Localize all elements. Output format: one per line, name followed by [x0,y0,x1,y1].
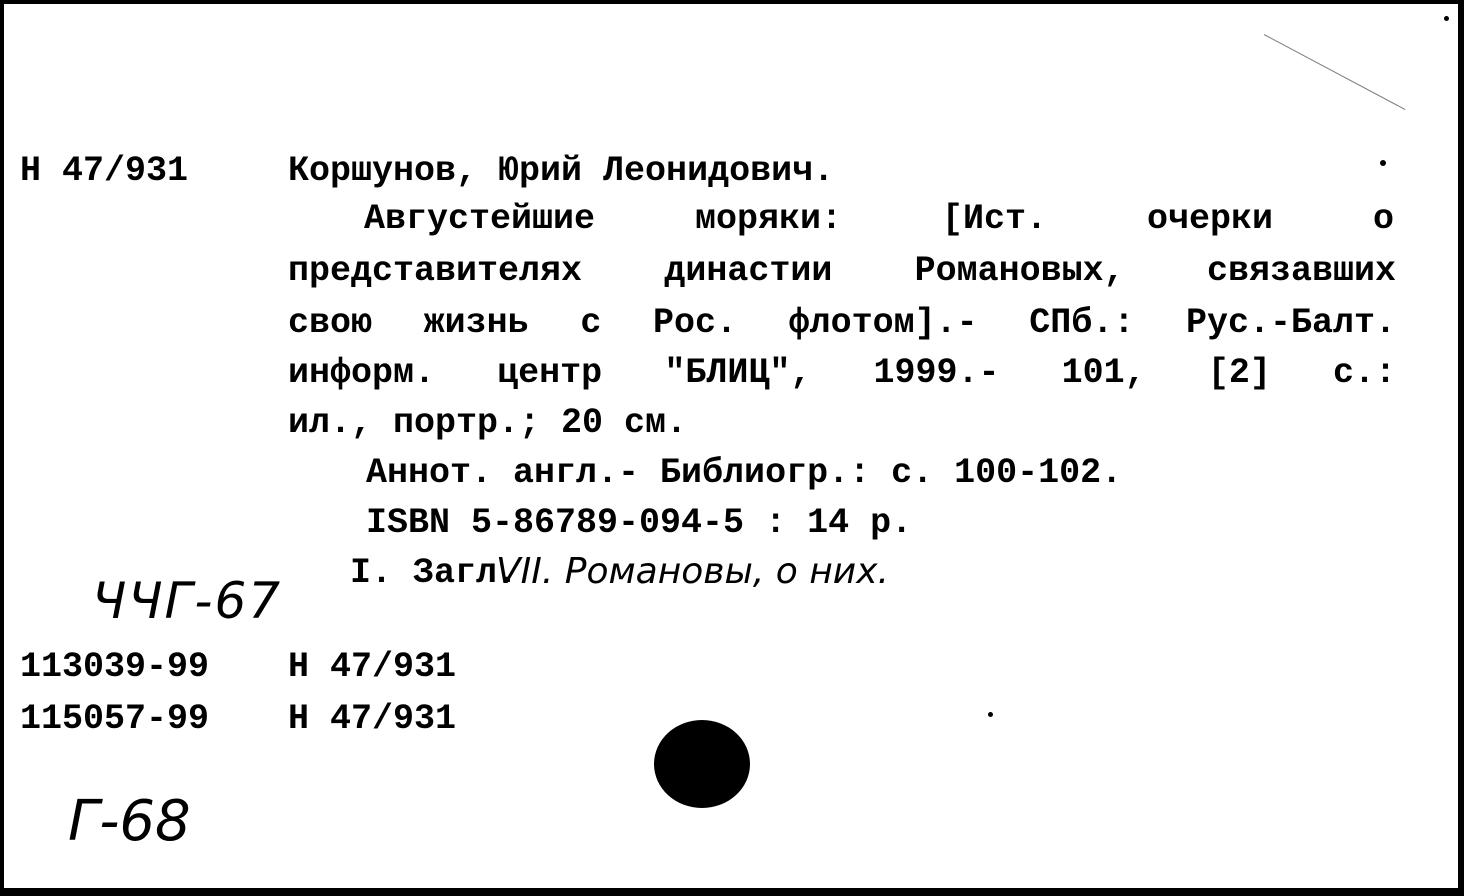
scan-artifact-line [1264,34,1406,110]
tracing-subject-handwritten: VII. Романовы, о них. [496,551,889,592]
description-line-5: ил., портр.; 20 см. [288,403,688,443]
annotation-note: Аннот. англ.- Библиогр.: с. 100-102. [366,453,1123,493]
copy-call-number-2: Н 47/931 [288,699,457,739]
scan-speck [988,712,993,717]
isbn-price: ISBN 5-86789-094-5 : 14 р. [366,503,913,543]
copy-inventory-1: 113039-99 [20,647,210,687]
description-line-3: свою жизнь с Рос. флотом].- СПб.: Рус.-Балт. [288,303,1396,343]
copy-inventory-2: 115057-99 [20,699,210,739]
tracing-title: I. Загл. [350,553,519,593]
call-number: Н 47/931 [20,151,189,191]
copy-call-number-1: Н 47/931 [288,647,457,687]
catalog-card [4,4,1458,888]
author-heading: Коршунов, Юрий Леонидович. [288,151,835,191]
scan-speck [1444,16,1449,21]
description-line-1: Августейшие моряки: [Ист. очерки о [364,199,1394,239]
scan-speck [1380,160,1386,166]
punch-hole [654,720,750,808]
description-line-4: информ. центр "БЛИЦ", 1999.- 101, [2] с.: [288,353,1396,393]
description-line-2: представителях династии Романовых, связавших [288,251,1396,291]
classification-handwritten: ЧЧГ-67 [92,572,283,630]
shelf-mark-handwritten: Г-68 [68,789,191,854]
